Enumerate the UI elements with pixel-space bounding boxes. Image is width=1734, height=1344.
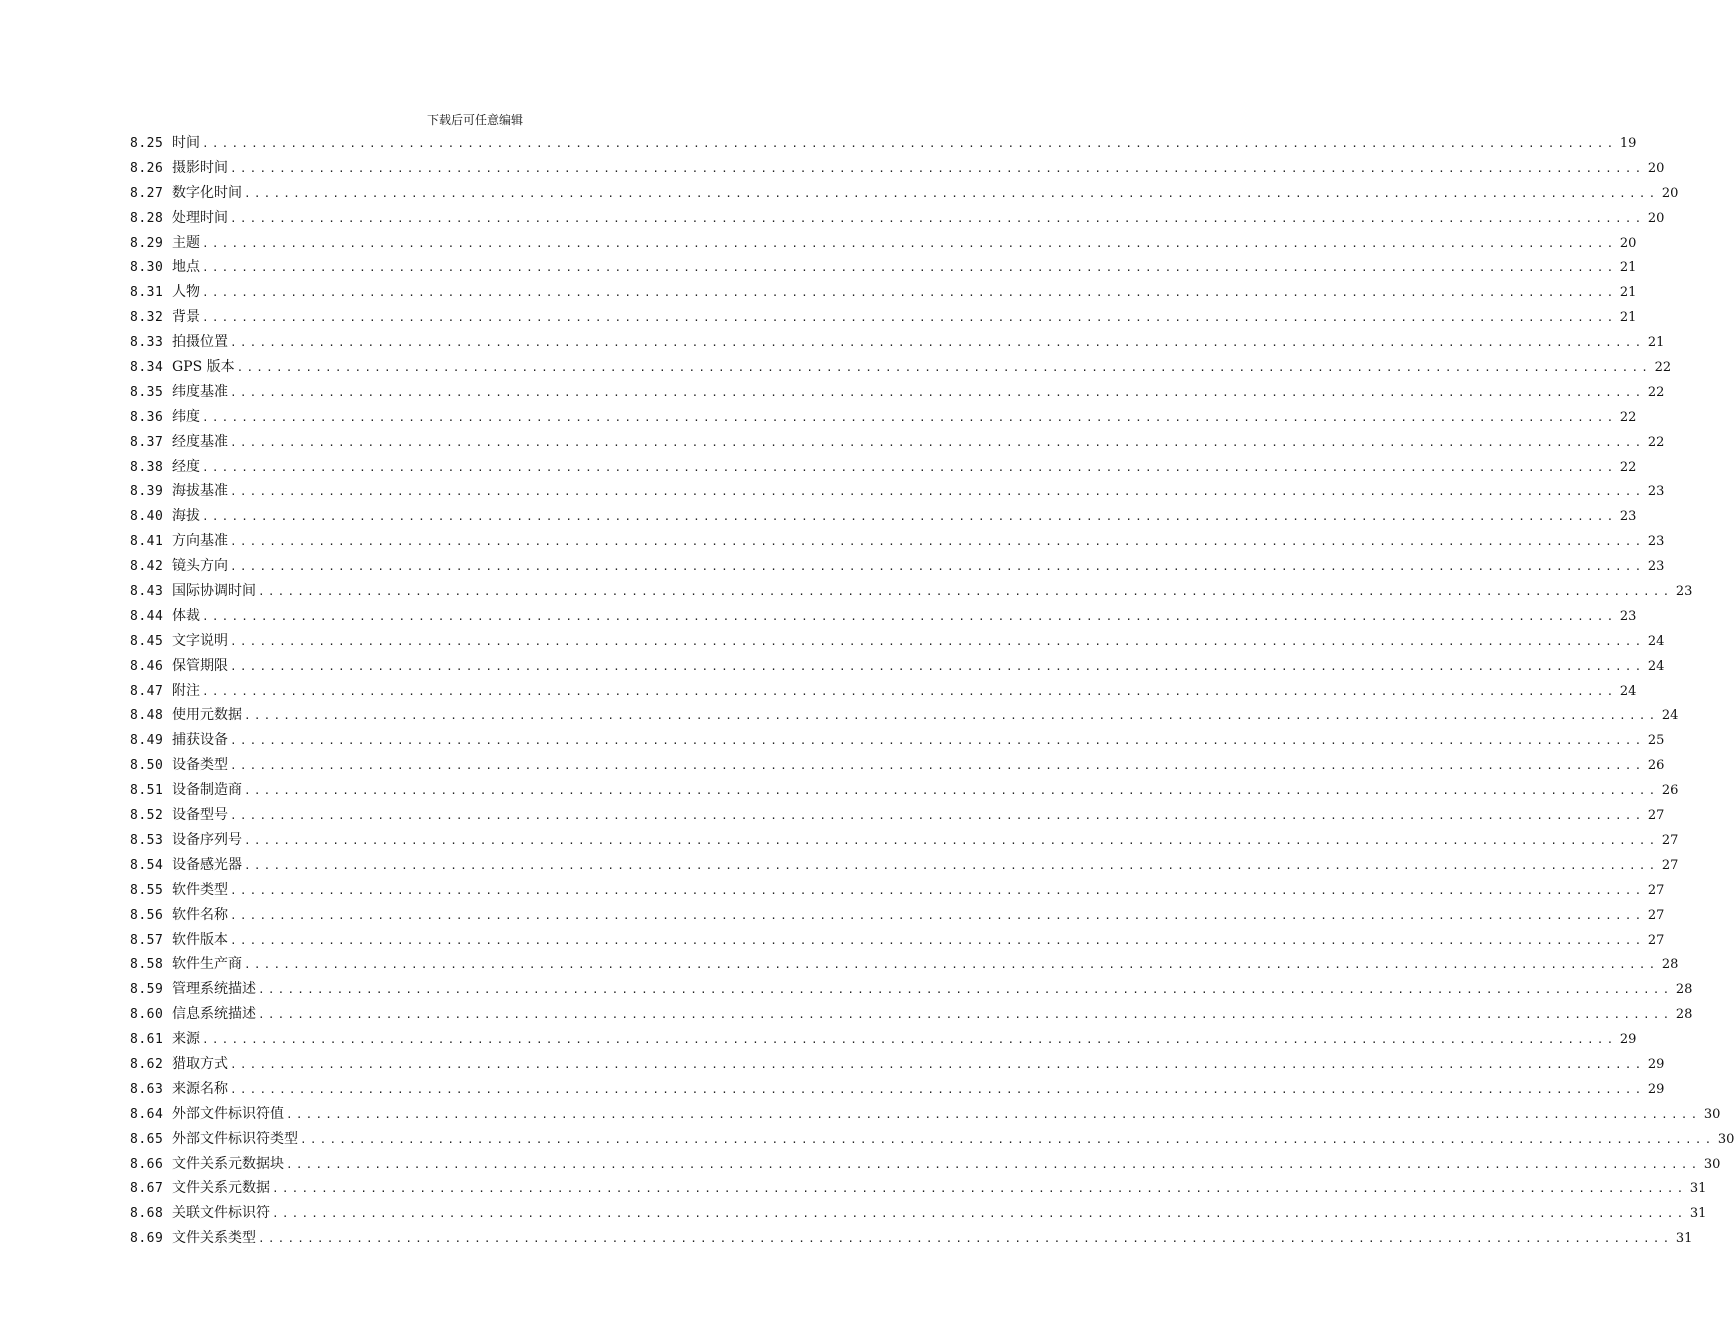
toc-entry-number: 8.58 [130, 957, 164, 973]
toc-leader-dots: ................................................................................................................................................ [258, 585, 1673, 599]
page-header: 下载后可任意编辑 [426, 113, 523, 127]
toc-entry-page-number: 23 [1675, 584, 1693, 600]
toc-leader-dots: ................................................................................................................................................ [230, 1057, 1645, 1071]
toc-entry-number: 8.27 [130, 185, 164, 201]
toc-entry[interactable] [130, 803, 1665, 828]
toc-entry[interactable] [130, 928, 1665, 953]
toc-entry[interactable] [130, 330, 1665, 355]
toc-entry-page-number: 27 [1661, 832, 1679, 848]
toc-entry-title: 设备制造商 [172, 782, 242, 799]
toc-entry[interactable] [130, 280, 1637, 305]
toc-entry-page-number: 30 [1717, 1131, 1734, 1147]
toc-entry-page-number: 20 [1661, 185, 1679, 201]
toc-leader-dots: ................................................................................................................................................ [244, 709, 1659, 723]
toc-leader-dots: ................................................................................................................................................ [230, 634, 1645, 648]
toc-entry[interactable] [130, 778, 1679, 803]
toc-entry-page-number: 27 [1647, 808, 1665, 824]
toc-entry-page-number: 22 [1619, 459, 1637, 475]
toc-entry-title: 外部文件标识符值 [172, 1105, 284, 1122]
toc-entry-number: 8.49 [130, 733, 164, 749]
toc-entry-title: 地点 [172, 259, 200, 276]
toc-leader-dots: ................................................................................................................................................ [202, 137, 1617, 150]
toc-entry-title: 保管期限 [172, 657, 228, 674]
toc-entry-number: 8.36 [130, 409, 164, 425]
toc-entry-page-number: 24 [1661, 708, 1679, 724]
toc-entry-number: 8.42 [130, 559, 164, 575]
toc-leader-dots: ................................................................................................................................................ [258, 983, 1673, 997]
toc-leader-dots: ................................................................................................................................................ [230, 883, 1645, 897]
toc-entry-page-number: 29 [1647, 1056, 1665, 1072]
toc-entry-page-number: 23 [1647, 559, 1665, 575]
toc-leader-dots: ................................................................................................................................................ [244, 958, 1659, 972]
toc-entry-number: 8.69 [130, 1231, 164, 1247]
toc-entry-page-number: 22 [1647, 384, 1665, 400]
toc-entry[interactable] [130, 1176, 1707, 1201]
toc-leader-dots: ................................................................................................................................................ [202, 236, 1617, 250]
toc-entry-number: 8.38 [130, 459, 164, 475]
toc-leader-dots: ................................................................................................................................................ [230, 1082, 1645, 1096]
toc-entry[interactable] [130, 679, 1637, 704]
toc-leader-dots: ................................................................................................................................................ [230, 211, 1645, 225]
toc-entry[interactable] [130, 529, 1665, 554]
toc-entry[interactable] [130, 703, 1679, 728]
toc-entry-number: 8.48 [130, 708, 164, 724]
toc-entry-title: 捕获设备 [172, 732, 228, 749]
toc-entry-title: 设备类型 [172, 757, 228, 774]
toc-entry[interactable] [130, 1052, 1665, 1077]
toc-entry-number: 8.31 [130, 285, 164, 301]
toc-entry-title: 经度 [172, 458, 200, 475]
toc-leader-dots: ................................................................................................................................................ [202, 311, 1617, 325]
toc-leader-dots: ................................................................................................................................................ [230, 908, 1645, 922]
toc-entry-page-number: 29 [1647, 1081, 1665, 1097]
toc-entry-page-number: 22 [1654, 360, 1672, 376]
toc-entry-title: 主题 [172, 234, 200, 251]
toc-entry-number: 8.33 [130, 335, 164, 351]
toc-entry-title: 信息系统描述 [172, 1006, 256, 1023]
toc-entry-title: 文件关系元数据 [172, 1180, 270, 1197]
toc-entry-page-number: 21 [1619, 310, 1637, 326]
toc-entry[interactable] [130, 504, 1637, 529]
toc-entry-title: 设备型号 [172, 807, 228, 824]
toc-entry[interactable] [130, 181, 1679, 206]
toc-entry-title: 软件生产商 [172, 956, 242, 973]
toc-entry[interactable] [130, 554, 1665, 579]
toc-entry-page-number: 30 [1703, 1106, 1721, 1122]
toc-entry-page-number: 19 [1619, 136, 1637, 151]
toc-entry-title: 时间 [172, 135, 200, 151]
toc-entry-title: 猎取方式 [172, 1055, 228, 1072]
toc-leader-dots: ................................................................................................................................................ [244, 784, 1659, 798]
toc-entry-title: 国际协调时间 [172, 583, 256, 600]
toc-leader-dots: ................................................................................................................................................ [230, 485, 1645, 499]
toc-entry-page-number: 20 [1619, 235, 1637, 251]
toc-entry-title: 海拔 [172, 508, 200, 525]
toc-entry-title: 使用元数据 [172, 707, 242, 724]
toc-entry[interactable] [130, 405, 1637, 430]
toc-leader-dots: ................................................................................................................................................ [202, 684, 1617, 698]
toc-entry-title: 外部文件标识符类型 [172, 1130, 298, 1147]
toc-entry-title: 经度基准 [172, 433, 228, 450]
toc-entry[interactable] [130, 380, 1665, 405]
toc-entry[interactable] [130, 455, 1637, 480]
toc-entry[interactable] [130, 206, 1665, 231]
toc-entry[interactable] [130, 1201, 1707, 1226]
toc-entry-number: 8.28 [130, 210, 164, 226]
toc-entry[interactable] [130, 1152, 1721, 1177]
toc-entry-number: 8.65 [130, 1131, 164, 1147]
toc-leader-dots: ................................................................................................................................................ [202, 261, 1617, 275]
toc-leader-dots: ................................................................................................................................................ [202, 1033, 1617, 1047]
toc-leader-dots: ................................................................................................................................................ [286, 1107, 1701, 1121]
toc-entry-number: 8.50 [130, 758, 164, 774]
toc-leader-dots: ................................................................................................................................................ [230, 659, 1645, 673]
toc-leader-dots: ................................................................................................................................................ [230, 336, 1645, 350]
toc-leader-dots: ................................................................................................................................................ [244, 186, 1659, 200]
toc-entry-page-number: 20 [1647, 160, 1665, 176]
toc-entry-title: 方向基准 [172, 533, 228, 550]
toc-entry-title: 关联文件标识符 [172, 1205, 270, 1222]
toc-entry-page-number: 28 [1661, 957, 1679, 973]
toc-entry-title: 软件版本 [172, 931, 228, 948]
table-of-contents [130, 131, 1734, 1251]
toc-leader-dots: ................................................................................................................................................ [230, 734, 1645, 748]
toc-entry[interactable] [130, 355, 1672, 380]
toc-entry-number: 8.52 [130, 808, 164, 824]
toc-entry-page-number: 21 [1619, 285, 1637, 301]
toc-entry[interactable] [130, 952, 1679, 977]
toc-entry-number: 8.57 [130, 932, 164, 948]
toc-entry-number: 8.34 [130, 360, 164, 376]
toc-entry-page-number: 31 [1675, 1231, 1693, 1247]
toc-entry-title: 管理系统描述 [172, 981, 256, 998]
toc-entry-title: 背景 [172, 309, 200, 326]
toc-entry-number: 8.39 [130, 484, 164, 500]
toc-entry-title: 文字说明 [172, 632, 228, 649]
toc-entry-number: 8.54 [130, 857, 164, 873]
toc-entry-number: 8.61 [130, 1032, 164, 1048]
toc-entry-number: 8.25 [130, 136, 164, 151]
toc-entry[interactable] [130, 156, 1665, 181]
toc-entry-page-number: 24 [1647, 658, 1665, 674]
toc-entry-number: 8.45 [130, 633, 164, 649]
toc-entry-page-number: 22 [1619, 409, 1637, 425]
toc-entry-page-number: 28 [1675, 982, 1693, 998]
toc-leader-dots: ................................................................................................................................................ [230, 385, 1645, 399]
toc-entry-number: 8.64 [130, 1106, 164, 1122]
toc-entry-title: 来源名称 [172, 1080, 228, 1097]
toc-entry[interactable] [130, 1226, 1693, 1251]
toc-entry-number: 8.37 [130, 434, 164, 450]
toc-entry[interactable] [130, 1127, 1734, 1152]
toc-entry-number: 8.56 [130, 907, 164, 923]
toc-entry[interactable] [130, 903, 1665, 928]
toc-entry-page-number: 25 [1647, 733, 1665, 749]
toc-entry-number: 8.47 [130, 683, 164, 699]
toc-entry-page-number: 23 [1619, 608, 1637, 624]
toc-entry-title: 数字化时间 [172, 184, 242, 201]
toc-entry[interactable] [130, 977, 1693, 1002]
toc-entry-title: 设备感光器 [172, 856, 242, 873]
toc-entry-number: 8.67 [130, 1181, 164, 1197]
toc-leader-dots: ................................................................................................................................................ [236, 361, 1652, 375]
toc-entry-title: 体裁 [172, 607, 200, 624]
toc-entry-number: 8.51 [130, 783, 164, 799]
toc-leader-dots: ................................................................................................................................................ [272, 1182, 1687, 1196]
toc-leader-dots: ................................................................................................................................................ [202, 286, 1617, 300]
toc-entry[interactable] [130, 728, 1665, 753]
toc-entry-page-number: 23 [1647, 484, 1665, 500]
toc-entry-number: 8.53 [130, 832, 164, 848]
toc-entry-page-number: 27 [1647, 907, 1665, 923]
toc-entry-number: 8.32 [130, 310, 164, 326]
toc-entry[interactable] [130, 878, 1665, 903]
toc-entry-page-number: 31 [1689, 1181, 1707, 1197]
toc-entry[interactable] [130, 131, 1637, 156]
toc-entry-title: 镜头方向 [172, 558, 228, 575]
toc-entry-number: 8.55 [130, 882, 164, 898]
toc-leader-dots: ................................................................................................................................................ [230, 435, 1645, 449]
toc-leader-dots: ................................................................................................................................................ [230, 759, 1645, 773]
toc-entry-page-number: 21 [1647, 335, 1665, 351]
toc-entry[interactable] [130, 231, 1637, 256]
toc-leader-dots: ................................................................................................................................................ [202, 510, 1617, 524]
toc-entry-number: 8.68 [130, 1206, 164, 1222]
toc-entry-page-number: 22 [1647, 434, 1665, 450]
toc-leader-dots: ................................................................................................................................................ [202, 609, 1617, 623]
toc-entry-number: 8.35 [130, 384, 164, 400]
toc-entry-number: 8.40 [130, 509, 164, 525]
toc-leader-dots: ................................................................................................................................................ [230, 161, 1645, 175]
toc-entry-title: 拍摄位置 [172, 334, 228, 351]
toc-entry-page-number: 27 [1647, 882, 1665, 898]
toc-entry-number: 8.46 [130, 658, 164, 674]
toc-leader-dots: ................................................................................................................................................ [258, 1232, 1673, 1246]
toc-entry-page-number: 30 [1703, 1156, 1721, 1172]
toc-entry-page-number: 27 [1647, 932, 1665, 948]
toc-entry-page-number: 29 [1619, 1032, 1637, 1048]
toc-leader-dots: ................................................................................................................................................ [286, 1157, 1701, 1171]
toc-entry-page-number: 27 [1661, 857, 1679, 873]
toc-entry[interactable] [130, 654, 1665, 679]
toc-entry-page-number: 24 [1647, 633, 1665, 649]
toc-entry-page-number: 31 [1689, 1206, 1707, 1222]
toc-entry-page-number: 21 [1619, 260, 1637, 276]
toc-entry-number: 8.62 [130, 1056, 164, 1072]
toc-leader-dots: ................................................................................................................................................ [300, 1132, 1715, 1146]
toc-leader-dots: ................................................................................................................................................ [230, 933, 1645, 947]
toc-entry-page-number: 23 [1647, 534, 1665, 550]
toc-entry-number: 8.44 [130, 608, 164, 624]
toc-entry[interactable] [130, 828, 1679, 853]
toc-leader-dots: ................................................................................................................................................ [202, 410, 1617, 424]
toc-entry[interactable] [130, 604, 1637, 629]
toc-entry[interactable] [130, 305, 1637, 330]
toc-leader-dots: ................................................................................................................................................ [258, 1008, 1673, 1022]
toc-entry-title: 附注 [172, 682, 200, 699]
toc-entry-title: 软件名称 [172, 906, 228, 923]
toc-entry-number: 8.43 [130, 584, 164, 600]
toc-leader-dots: ................................................................................................................................................ [244, 833, 1659, 847]
toc-leader-dots: ................................................................................................................................................ [230, 560, 1645, 574]
toc-entry-title: 来源 [172, 1031, 200, 1048]
toc-entry-title: 海拔基准 [172, 483, 228, 500]
toc-entry-page-number: 24 [1619, 683, 1637, 699]
toc-entry-title: 处理时间 [172, 209, 228, 226]
toc-leader-dots: ................................................................................................................................................ [202, 460, 1617, 474]
toc-entry[interactable] [130, 1077, 1665, 1102]
toc-entry-number: 8.59 [130, 982, 164, 998]
toc-entry[interactable] [130, 629, 1665, 654]
toc-entry[interactable] [130, 255, 1637, 280]
toc-entry-number: 8.41 [130, 534, 164, 550]
toc-entry[interactable] [130, 430, 1665, 455]
toc-entry-number: 8.66 [130, 1156, 164, 1172]
toc-entry[interactable] [130, 1027, 1637, 1052]
toc-entry-number: 8.30 [130, 260, 164, 276]
toc-leader-dots: ................................................................................................................................................ [244, 858, 1659, 872]
toc-entry[interactable] [130, 579, 1693, 604]
toc-entry-title: 软件类型 [172, 881, 228, 898]
toc-entry-title: 纬度 [172, 408, 200, 425]
toc-entry-page-number: 23 [1619, 509, 1637, 525]
toc-entry-title: 纬度基准 [172, 383, 228, 400]
toc-leader-dots: ................................................................................................................................................ [230, 809, 1645, 823]
toc-entry-title: 文件关系元数据块 [172, 1155, 284, 1172]
toc-leader-dots: ................................................................................................................................................ [230, 535, 1645, 549]
toc-entry[interactable] [130, 853, 1679, 878]
toc-entry-title: 文件关系类型 [172, 1230, 256, 1247]
toc-entry-page-number: 26 [1661, 783, 1679, 799]
toc-entry-page-number: 20 [1647, 210, 1665, 226]
toc-entry-number: 8.29 [130, 235, 164, 251]
toc-leader-dots: ................................................................................................................................................ [272, 1207, 1687, 1221]
toc-entry-page-number: 26 [1647, 758, 1665, 774]
toc-entry-title: 设备序列号 [172, 831, 242, 848]
toc-entry-number: 8.60 [130, 1007, 164, 1023]
toc-entry-title: 摄影时间 [172, 159, 228, 176]
toc-entry[interactable] [130, 1002, 1693, 1027]
toc-entry-page-number: 28 [1675, 1007, 1693, 1023]
toc-entry-number: 8.26 [130, 160, 164, 176]
toc-entry-number: 8.63 [130, 1081, 164, 1097]
toc-entry[interactable] [130, 753, 1665, 778]
toc-entry[interactable] [130, 479, 1665, 504]
toc-entry[interactable] [130, 1102, 1721, 1127]
toc-entry-title: GPS 版本 [172, 359, 235, 376]
toc-entry-title: 人物 [172, 284, 200, 301]
